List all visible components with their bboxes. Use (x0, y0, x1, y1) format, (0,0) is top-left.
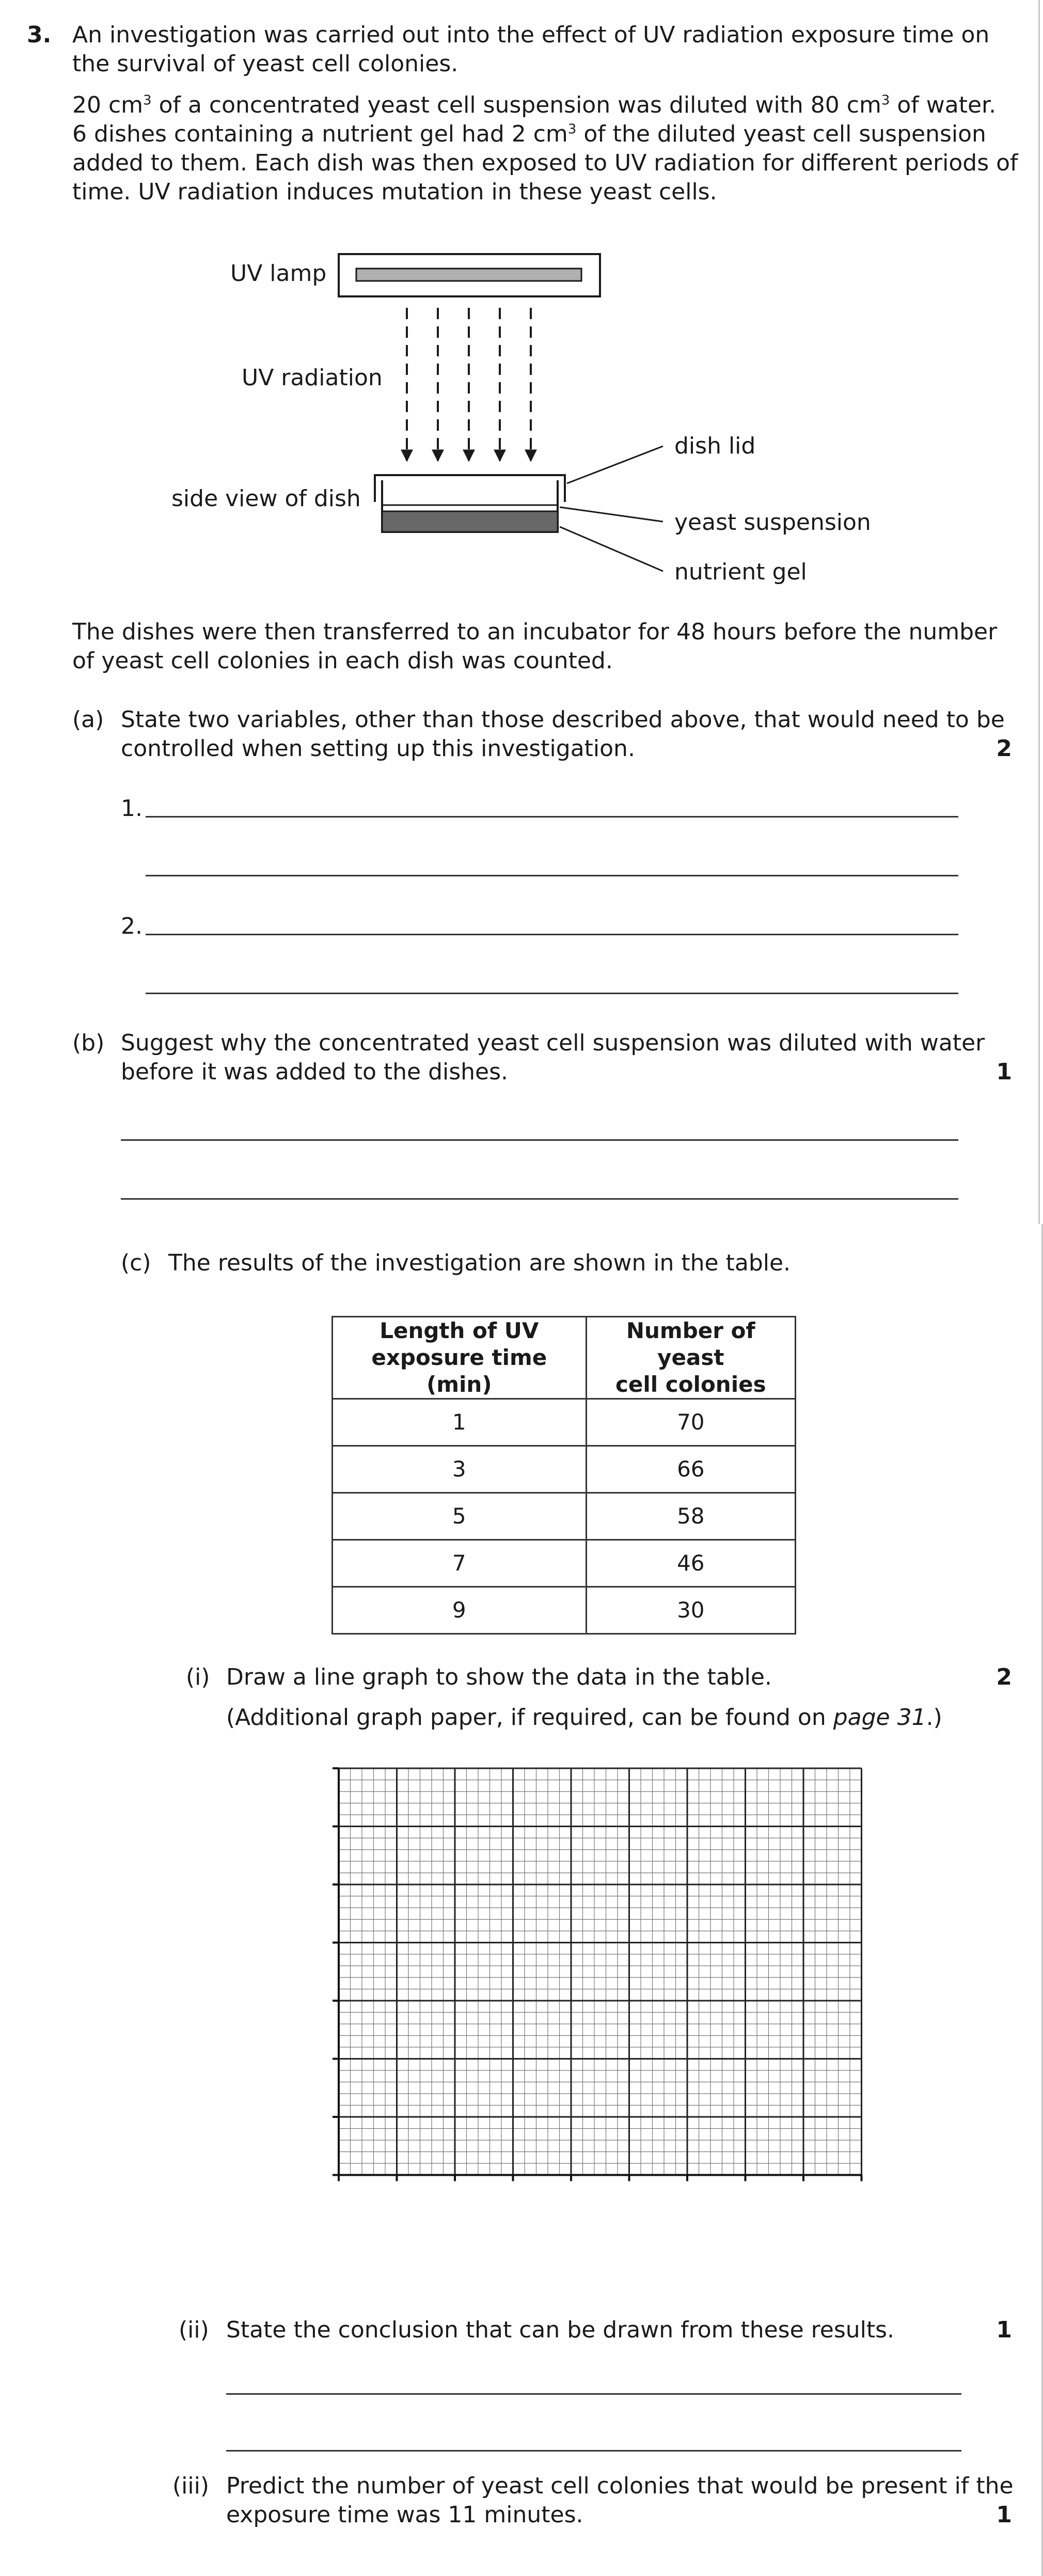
table-row (333, 1540, 796, 1587)
results-table-header (333, 1317, 796, 1399)
table-row (333, 1587, 796, 1634)
question-number: 3. (27, 22, 52, 48)
method-line-3: added to them. Each dish was then exposed to UV radiation for different periods of (72, 150, 1018, 176)
cell-exposure-time: 5 (333, 1493, 587, 1540)
part-a-marks: 2 (996, 735, 1012, 762)
part-c-ii-answer-line-a[interactable] (226, 2393, 961, 2395)
part-a-label: (a) (72, 706, 104, 733)
dish-lid (375, 475, 565, 502)
answer-1-label: 1. (121, 795, 143, 822)
cell-exposure-time: 3 (333, 1446, 587, 1493)
cell-colony-count: 30 (586, 1587, 795, 1634)
part-c-iii-label: (iii) (172, 2473, 210, 2499)
results-table (331, 1316, 796, 1635)
part-c-iii-line-1: Predict the number of yeast cell colonies that would be present if the (226, 2473, 1014, 2499)
intro-line-1: An investigation was carried out into the effect of UV radiation exposure time on (72, 22, 990, 48)
side-view-label: side view of dish (171, 485, 361, 512)
answer-2-line-b[interactable] (146, 993, 958, 994)
method-line-1: 20 $cm^3$ of a concentrated yeast cell suspension was diluted with 80 $cm^3$ of water. (72, 92, 997, 118)
part-c-ii-text: State the conclusion that can be drawn from these results. (226, 2317, 895, 2343)
uv-dish-diagram (0, 0, 1043, 599)
table-row (333, 1399, 796, 1446)
part-c-i-text: Draw a line graph to show the data in the table. (226, 1664, 772, 1690)
cell-colony-count: 46 (586, 1540, 795, 1587)
part-c-ii-marks: 1 (996, 2317, 1012, 2343)
cell-colony-count: 66 (586, 1446, 795, 1493)
table-row (333, 1446, 796, 1493)
incubation-line-2: of yeast cell colonies in each dish was counted. (72, 648, 613, 674)
part-c-text: The results of the investigation are shown in the table. (168, 1250, 791, 1276)
part-b-line-1: Suggest why the concentrated yeast cell suspension was diluted with water (121, 1030, 985, 1056)
graph-paper-grid[interactable] (320, 1761, 867, 2195)
intro-line-2: the survival of yeast cell colonies. (72, 51, 459, 77)
incubation-line-1: The dishes were then transferred to an incubator for 48 hours before the number (72, 619, 998, 645)
method-line-4: time. UV radiation induces mutation in these yeast cells. (72, 179, 717, 205)
answer-1-line-b[interactable] (146, 875, 958, 876)
yeast-suspension-label: yeast suspension (674, 509, 871, 536)
part-c-label: (c) (121, 1250, 151, 1276)
answer-2-label: 2. (121, 913, 143, 939)
graph-paper-note: (Additional graph paper, if required, can be found on page 31.) (226, 1704, 942, 1731)
uv-lamp-tube (356, 269, 581, 281)
nutrient-gel-label: nutrient gel (674, 559, 807, 585)
cell-colony-count: 58 (586, 1493, 795, 1540)
cell-exposure-time: 7 (333, 1540, 587, 1587)
cell-exposure-time: 1 (333, 1399, 587, 1446)
part-c-i-label: (i) (186, 1664, 210, 1690)
part-b-answer-line-a[interactable] (121, 1139, 958, 1141)
header-exposure-time: Length of UV exposure time (min) (333, 1317, 587, 1399)
part-c-iii-marks: 1 (996, 2502, 1012, 2528)
part-c-iii-line-2: exposure time was 11 minutes. (226, 2502, 583, 2528)
part-b-line-2: before it was added to the dishes. (121, 1059, 509, 1085)
uv-radiation-label: UV radiation (242, 365, 383, 391)
dish-lid-label: dish lid (674, 433, 756, 459)
part-b-label: (b) (72, 1030, 105, 1056)
uv-lamp-label: UV lamp (230, 260, 327, 287)
part-a-line-1: State two variables, other than those described above, that would need to be (121, 706, 1005, 733)
method-line-2: 6 dishes containing a nutrient gel had 2 $cm^3$ of the diluted yeast cell suspension (72, 121, 986, 147)
part-c-ii-answer-line-b[interactable] (226, 2450, 961, 2452)
cell-exposure-time: 9 (333, 1587, 587, 1634)
table-row (333, 1493, 796, 1540)
uv-rays (407, 308, 531, 461)
part-c-ii-label: (ii) (179, 2317, 209, 2343)
part-b-answer-line-b[interactable] (121, 1198, 958, 1200)
cell-colony-count: 70 (586, 1399, 795, 1446)
answer-1-line-a[interactable] (146, 816, 958, 818)
nutrient-gel-layer (382, 511, 558, 532)
answer-2-line-a[interactable] (146, 934, 958, 935)
part-c-i-marks: 2 (996, 1664, 1012, 1690)
part-b-marks: 1 (996, 1059, 1012, 1085)
part-a-line-2: controlled when setting up this investigation. (121, 735, 635, 762)
header-colony-count: Number of yeast cell colonies (586, 1317, 795, 1399)
